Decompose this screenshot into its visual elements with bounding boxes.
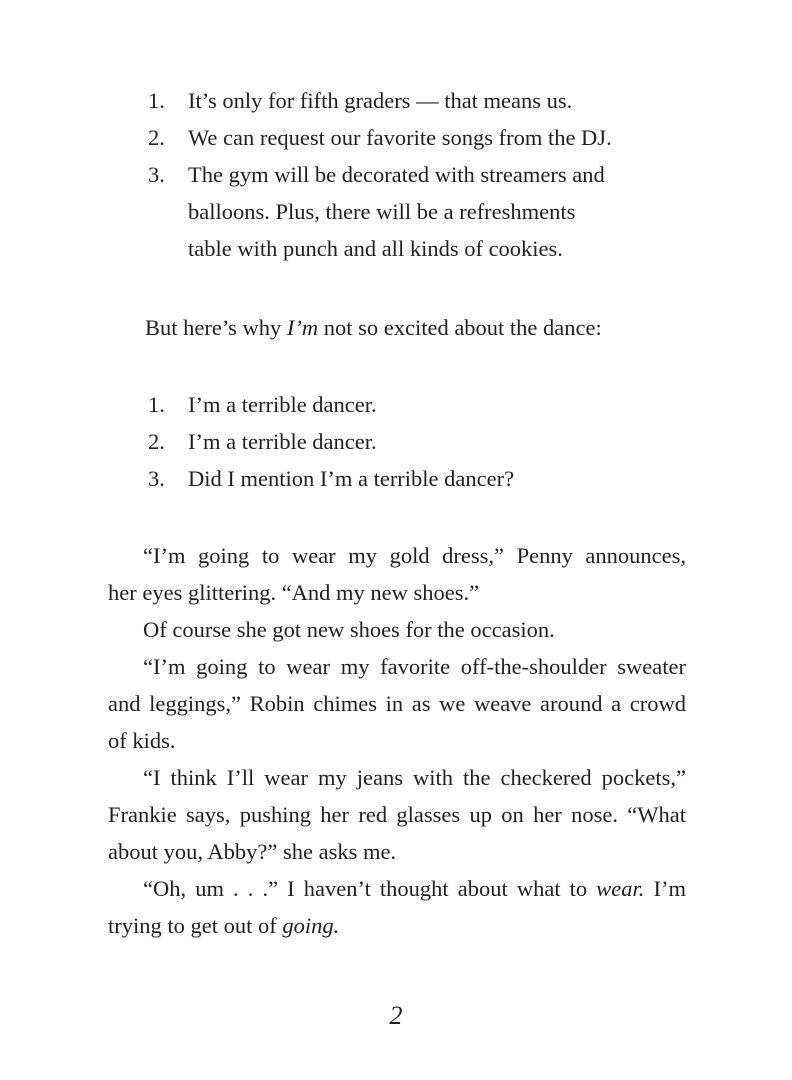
text-emphasis: going. <box>282 913 340 938</box>
list-item <box>0 460 514 497</box>
text-line: and leggings,” Robin chimes in as we weave around a crowd <box>108 691 686 716</box>
list-number: 1. <box>148 392 165 417</box>
intro-sentence <box>145 309 602 346</box>
text-line: her eyes glittering. “And my new shoes.” <box>108 580 480 605</box>
list-number: 2. <box>148 125 165 150</box>
text-line: about you, Abby?” she asks me. <box>108 839 397 864</box>
list-text: I’m a terrible dancer. <box>188 429 377 454</box>
text-line: “I think I’ll wear my jeans with the checkered pockets,” <box>143 765 686 790</box>
list-number: 2. <box>148 429 165 454</box>
text-line: “I’m going to wear my favorite off-the-shoulder sweater <box>143 654 686 679</box>
text-line: of kids. <box>108 728 176 753</box>
paragraph <box>108 611 686 648</box>
paragraph <box>108 759 686 870</box>
reasons-against-list <box>0 386 514 497</box>
list-item <box>0 386 514 423</box>
text-emphasis: wear. <box>596 876 645 901</box>
intro-text: But here’s why <box>145 315 287 340</box>
list-text-line: balloons. Plus, there will be a refreshments <box>188 199 576 224</box>
text-line <box>108 907 686 944</box>
list-item <box>0 119 612 156</box>
list-text-line: It’s only for fifth graders — that means us. <box>188 88 573 113</box>
paragraph <box>108 870 686 944</box>
list-item <box>0 156 612 267</box>
list-text: I’m a terrible dancer. <box>188 392 377 417</box>
body-text <box>108 537 686 944</box>
text-run: “Oh, um . . .” I haven’t thought about what to <box>143 876 597 901</box>
text-run: I’m <box>644 876 686 901</box>
text-line: Frankie says, pushing her red glasses up on her nose. “What <box>108 802 686 827</box>
list-text-line: table with punch and all kinds of cookies. <box>188 236 563 261</box>
list-text: Did I mention I’m a terrible dancer? <box>188 466 515 491</box>
list-item <box>0 423 514 460</box>
list-item <box>0 82 612 119</box>
list-number: 1. <box>148 88 165 113</box>
intro-emphasis: I’m <box>286 315 319 340</box>
list-text <box>188 156 612 267</box>
paragraph <box>108 537 686 611</box>
text-line: Of course she got new shoes for the occasion. <box>143 617 555 642</box>
list-text-line: We can request our favorite songs from the DJ. <box>188 125 612 150</box>
list-number: 3. <box>148 466 165 491</box>
intro-text: not so excited about the dance: <box>318 315 602 340</box>
paragraph <box>108 648 686 759</box>
list-number: 3. <box>148 162 165 187</box>
reasons-for-list <box>0 82 612 267</box>
text-line <box>108 870 686 907</box>
list-text-line: The gym will be decorated with streamers and <box>188 162 605 187</box>
list-text <box>188 82 612 119</box>
page-number: 2 <box>389 1001 403 1030</box>
text-run: trying to get out of <box>108 913 283 938</box>
list-text <box>188 119 612 156</box>
text-line: “I’m going to wear my gold dress,” Penny announces, <box>143 543 686 568</box>
